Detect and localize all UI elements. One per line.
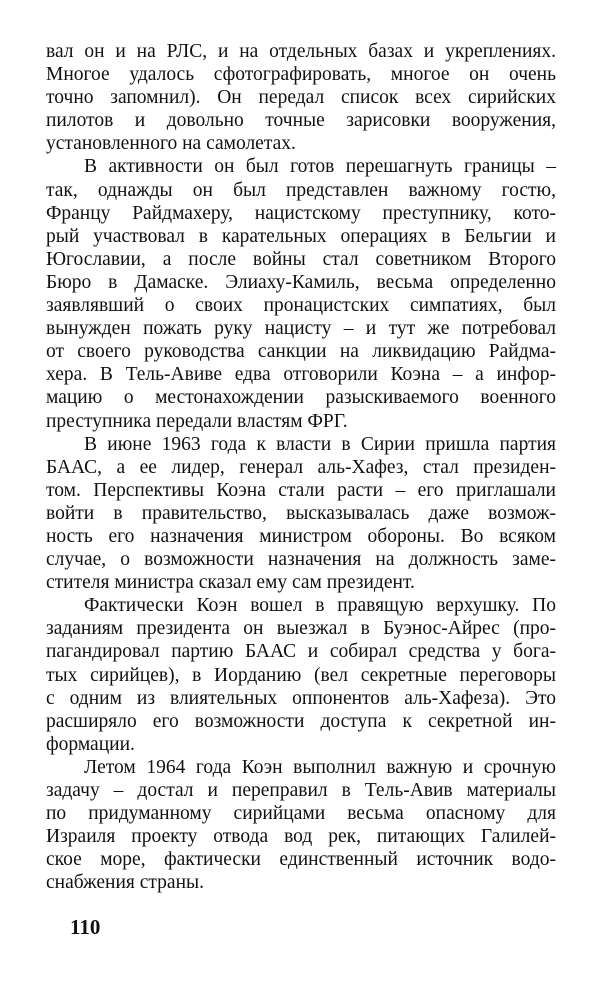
paragraph (46, 40, 556, 155)
text-line: задачу – достал и переправил в Тель-Авив материалы (46, 780, 556, 801)
text-line: В июне 1963 года к власти в Сирии пришла партия (84, 433, 556, 455)
text-line: Югославии, а после войны стал советником Второго (46, 248, 556, 270)
paragraph (46, 594, 556, 756)
paragraph (46, 756, 556, 895)
text-line: том. Перспективы Коэна стали расти – его приглашали (46, 479, 556, 501)
text-line: БААС, а ее лидер, генерал аль-Хафез, стал президен- (46, 456, 556, 478)
text-line: Многое удалось сфотографировать, многое он очень (46, 64, 556, 86)
text-line: стителя министра сказал ему сам президент. (46, 572, 415, 594)
text-line: Израиля проекту отвода вод рек, питающих Галилей- (46, 826, 556, 848)
page-body (46, 40, 556, 894)
text-line: формации. (46, 733, 135, 755)
text-line: по придуманному сирийцами весьма опасному для (46, 803, 556, 825)
text-line: вал он и на РЛС, и на отдельных базах и укреплениях. (46, 41, 556, 62)
text-line: Францу Райдмахеру, нацистскому преступнику, кото- (46, 202, 556, 224)
text-line: установленного на самолетах. (46, 133, 296, 155)
text-line: заданиям президента он выезжал в Буэнос-Айрес (про- (46, 618, 556, 640)
text-line: с одним из влиятельных оппонентов аль-Хафеза). Это (46, 687, 556, 709)
text-line: Фактически Коэн вошел в правящую верхушку. По (84, 595, 556, 617)
text-line: рый участвовал в карательных операциях в Бельгии и (46, 225, 556, 247)
text-line: расширяло его возможности доступа к секретной ин- (46, 710, 556, 732)
paragraph (46, 433, 556, 595)
text-line: ность его назначения министром обороны. Во всяком (46, 525, 556, 547)
text-line: тых сирийцев), в Иорданию (вел секретные переговоры (46, 664, 556, 686)
text-line: от своего руководства санкции на ликвидацию Райдма- (46, 341, 556, 363)
text-line: Летом 1964 года Коэн выполнил важную и срочную (84, 756, 556, 778)
text-line: преступника передали властям ФРГ. (46, 410, 348, 432)
text-line: точно запомнил). Он передал список всех сирийских (46, 87, 556, 109)
text-line: заявлявший о своих пронацистских симпатиях, был (46, 295, 556, 317)
text-line: В активности он был готов перешагнуть границы – (84, 156, 556, 178)
page-number: 110 (70, 915, 101, 939)
text-line: ское море, фактически единственный источник водо- (46, 849, 556, 871)
text-line: вынужден пожать руку нацисту – и тут же потребовал (46, 318, 556, 340)
text-line: пилотов и довольно точные зарисовки вооружения, (46, 110, 556, 132)
paragraph (46, 155, 556, 432)
text-line: хера. В Тель-Авиве едва отговорили Коэна – а инфор- (46, 364, 556, 386)
text-line: случае, о возможности назначения на должность заме- (46, 549, 556, 571)
text-line: Бюро в Дамаске. Элиаху-Камиль, весьма определенно (46, 271, 556, 293)
text-line: снабжения страны. (46, 872, 204, 894)
text-line: пагандировал партию БААС и собирал средства у бога- (46, 641, 556, 663)
text-line: так, однажды он был представлен важному гостю, (46, 179, 556, 201)
text-line: мацию о местонахождении разыскиваемого военного (46, 387, 556, 409)
text-line: войти в правительство, высказывалась даже возмож- (46, 502, 556, 524)
